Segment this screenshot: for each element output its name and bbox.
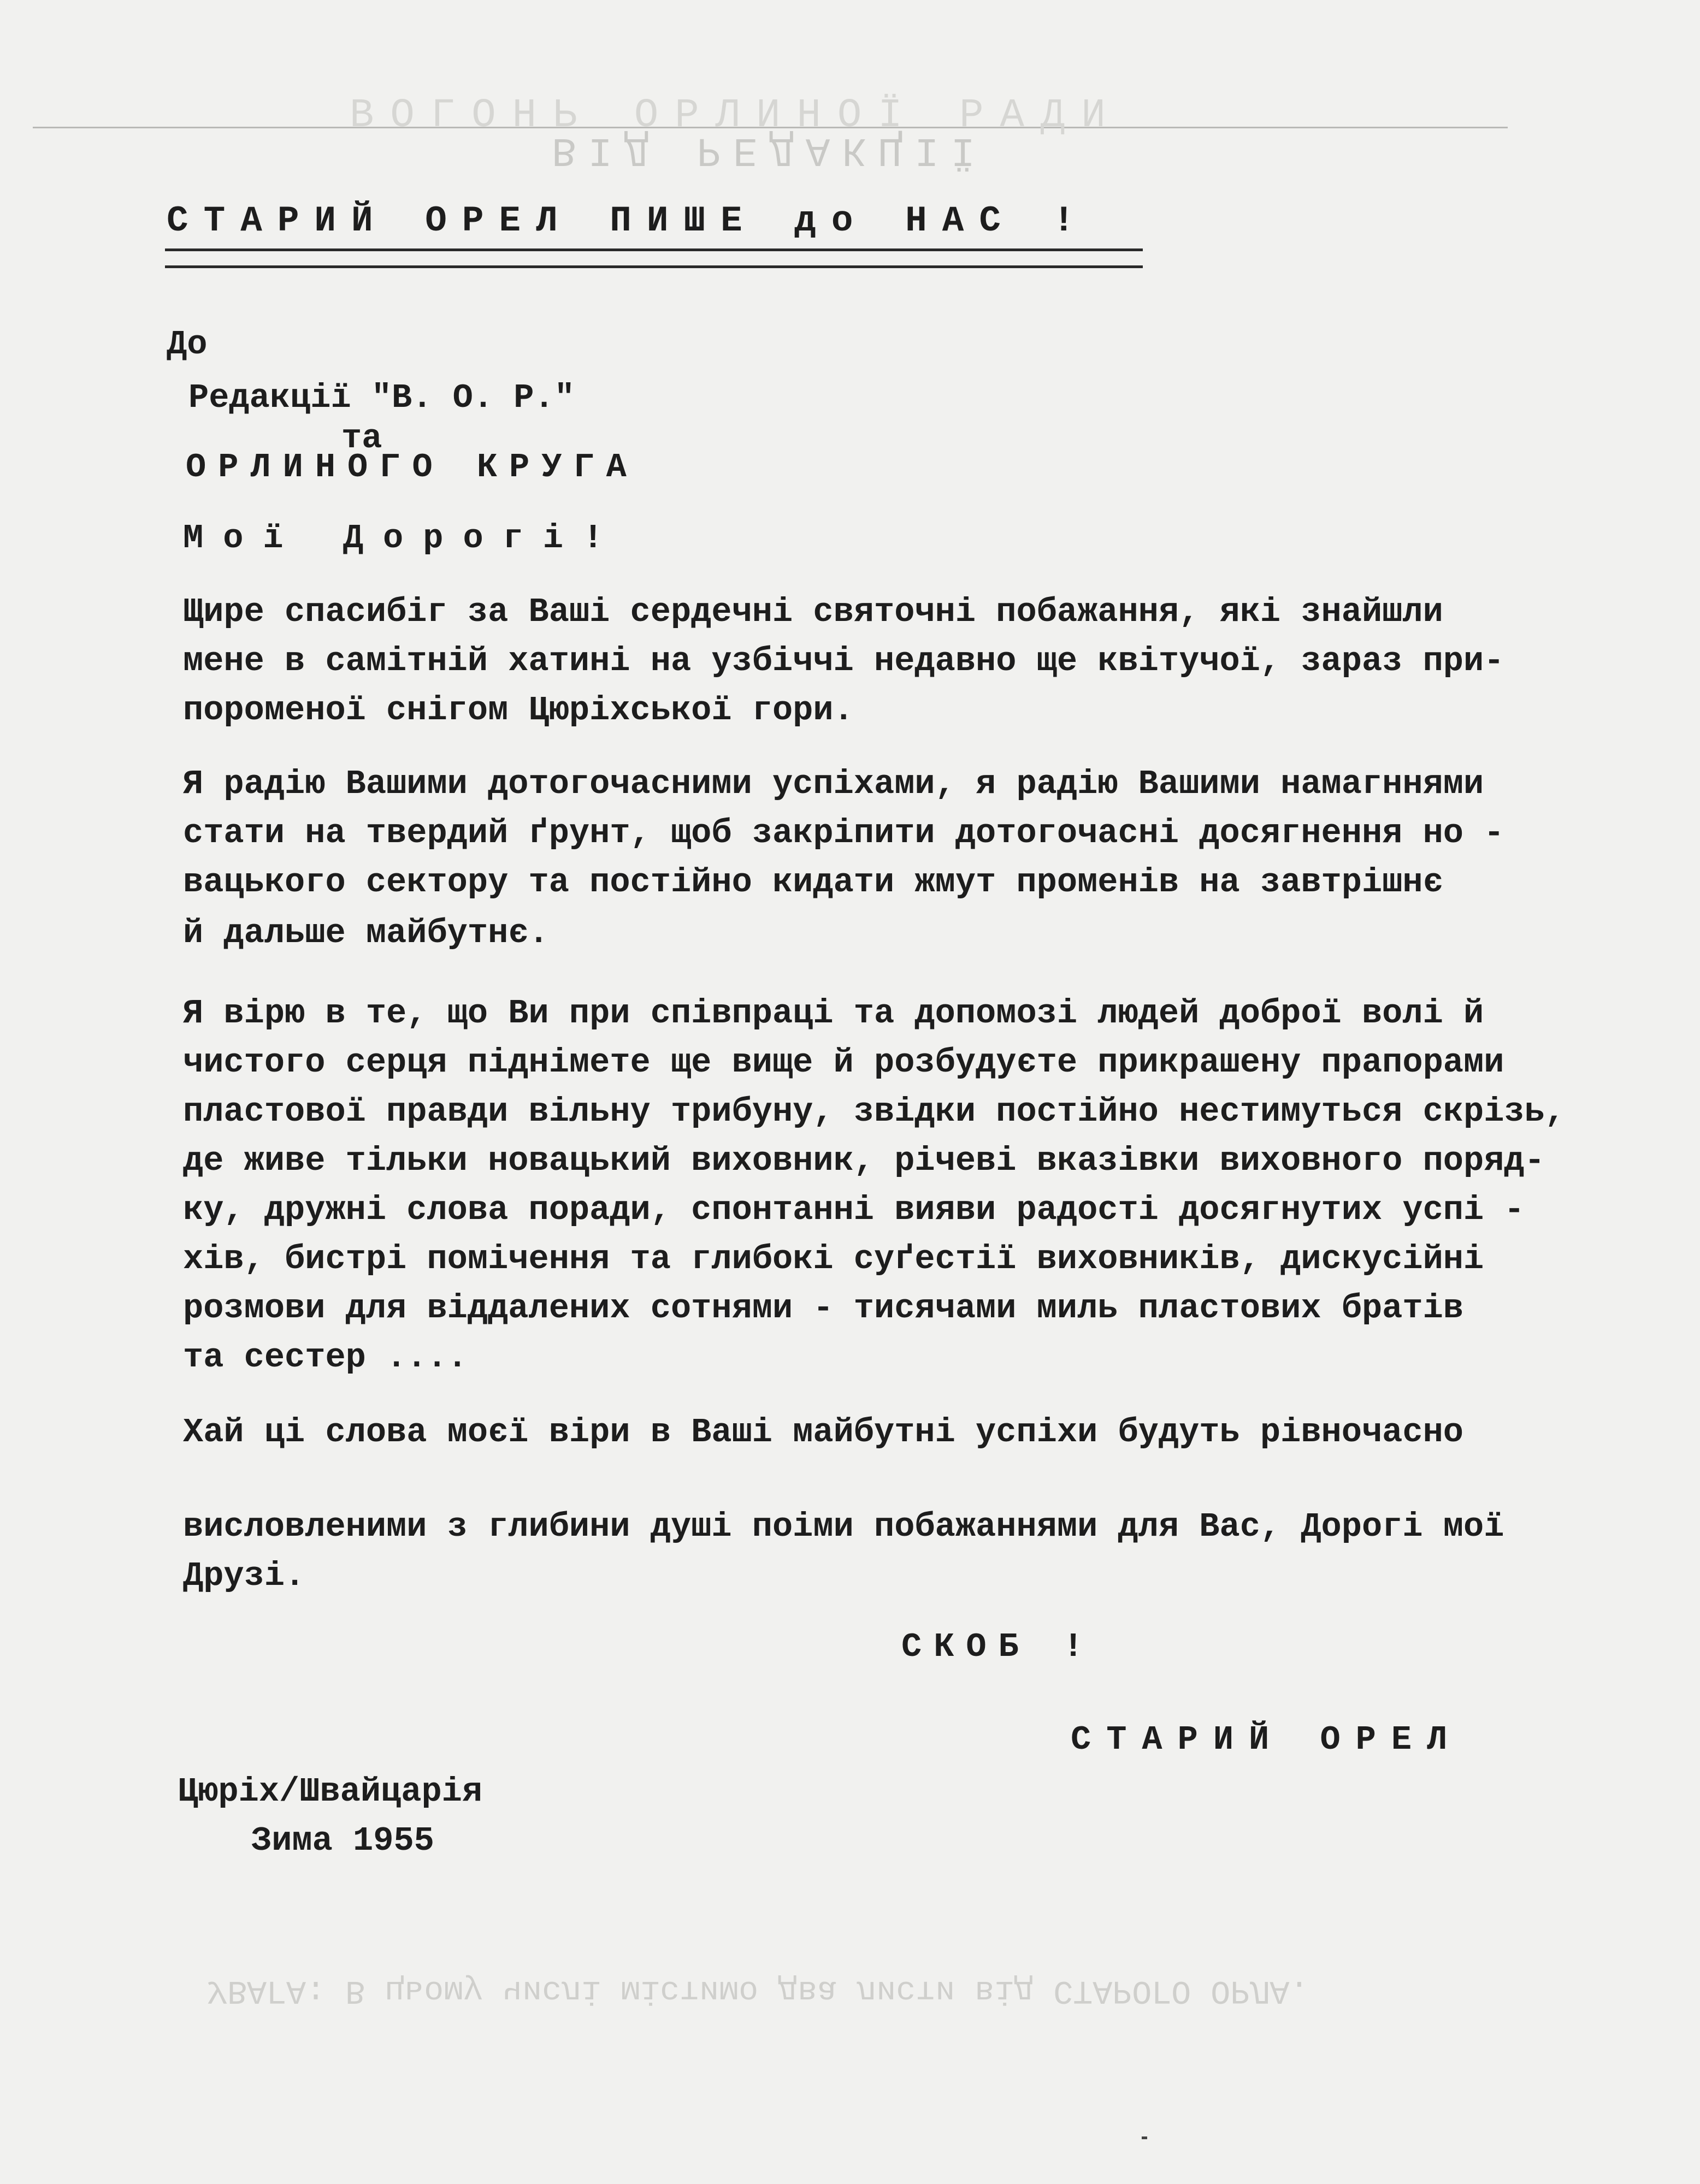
paragraph-3-line-4: де живе тільки новацький виховник, річеві вказівки виховного поряд- [183,1141,1545,1180]
signature: СТАРИЙ ОРЕЛ [1071,1720,1463,1759]
paragraph-2-line-4: й дальше майбутнє. [183,914,549,952]
recipient-and: та [341,419,382,458]
recipient-editorial: Редакції "В. О. Р." [188,378,575,417]
salutation: Мої Дорогі! [183,519,623,558]
paragraph-3-line-1: Я вірю в те, що Ви при співпраці та допомозі людей доброї волі й [183,994,1484,1033]
recipient-circle: ОРЛИНОГО КРУГА [186,448,639,487]
paragraph-1-line-3: пороменої снігом Цюріхської гори. [183,691,854,730]
paragraph-1-line-2: мене в самітній хатині на узбіччі недавно ще квітучої, зараз при- [183,642,1504,680]
bleed-through-mirrored-heading: ВІД РЕДАКЦІЇ [552,127,987,173]
paragraph-4-line-2: висловленими з глибини душі поіми побажаннями для Вас, Дорогі мої [183,1507,1504,1546]
ink-speck [1142,2136,1147,2139]
paragraph-2-line-2: стати на твердий ґрунт, щоб закріпити дотогочасні досягнення но - [183,814,1504,853]
paragraph-3-line-6: хів, бистрі помічення та глибокі суґестії виховників, дискусійні [183,1240,1484,1279]
paragraph-2-line-1: Я радію Вашими дотогочасними успіхами, я радію Вашими намагннями [183,765,1484,803]
date: Зима 1955 [251,1821,434,1860]
address-to: До [167,325,208,364]
paragraph-3-line-2: чистого серця піднімете ще вище й розбудуєте прикрашену прапорами [183,1043,1504,1082]
closing-skob: СКОБ ! [901,1627,1096,1666]
paragraph-3-line-5: ку, дружні слова поради, спонтанні вияви радості досягнутих успі - [183,1191,1525,1229]
paragraph-3-line-8: та сестер .... [183,1338,468,1377]
paragraph-3-line-3: пластової правди вільну трибуну, звідки постійно нестимуться скрізь, [183,1092,1566,1131]
paragraph-2-line-3: вацького сектору та постійно кидати жмут променів на завтрішнє [183,863,1443,902]
bleed-through-mirrored-footer: УВАГА: В цьому числі містимо два листи від СТАРОГО ОРЛА. [208,1972,1309,2009]
heading-double-underline [165,248,1143,268]
paragraph-3-line-7: розмови для віддалених сотнями - тисячами миль пластових братів [183,1289,1463,1328]
letter-heading: СТАРИЙ ОРЕЛ ПИШЕ до НАС ! [167,200,1090,241]
place: Цюріх/Швайцарія [178,1772,483,1811]
bleed-through-heading: ВОГОНЬ ОРЛИНОЇ РАДИ [350,93,1122,139]
paragraph-4-line-1: Хай ці слова моєї віри в Ваші майбутні успіхи будуть рівночасно [183,1413,1463,1452]
paragraph-4-line-3: Друзі. [183,1556,305,1595]
paragraph-1-line-1: Щире спасибіг за Ваші сердечні святочні побажання, які знайшли [183,593,1443,631]
